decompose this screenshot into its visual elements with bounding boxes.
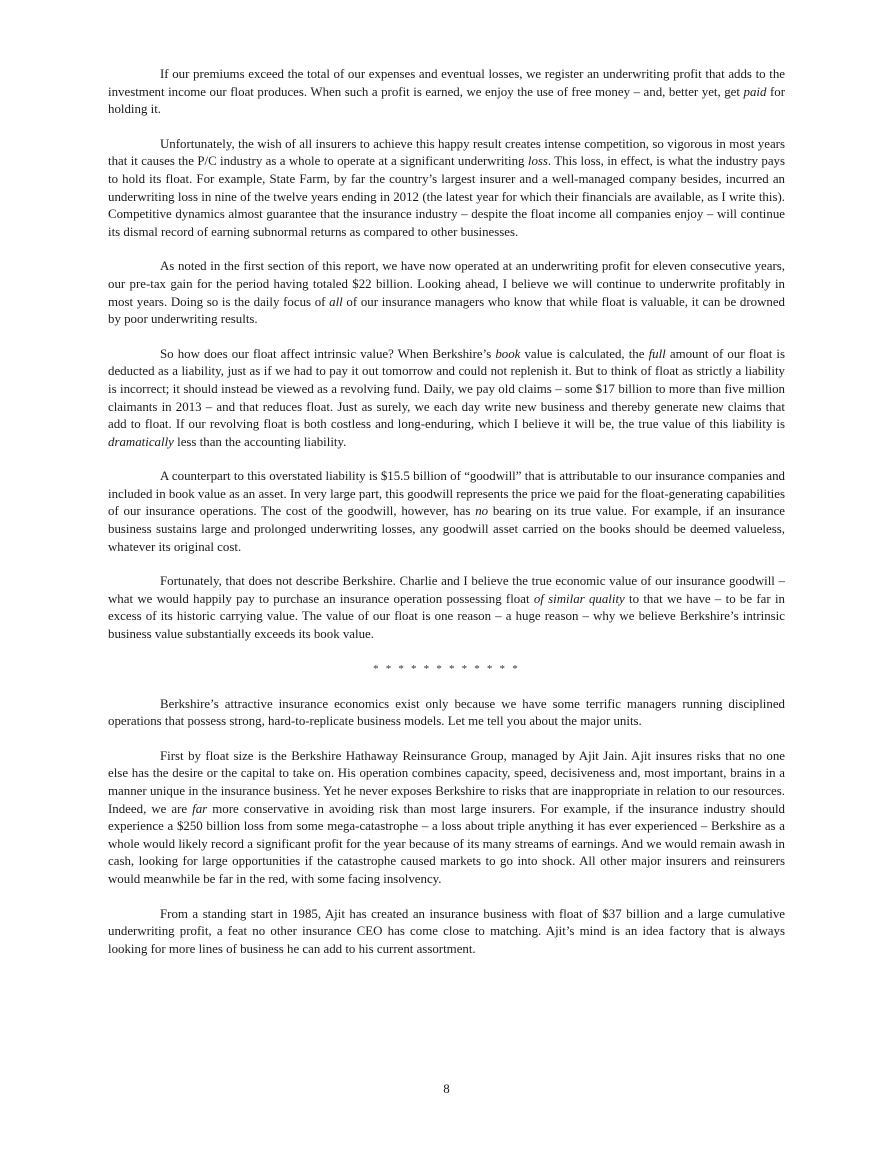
paragraph-text: more conservative in avoiding risk than most large insurers. For example, if the insurance industry should experience a $250 billion loss from some mega-catastrophe – a loss about triple anything it has ever experienced – Berkshire as a whole would likely record a significant profit for the year because of its many streams of earnings. And we would remain awash in cash, looking for large opportunities if the catastrophe caused markets to go into shock. All other major insurers and reinsurers would meanwhile be far in the red, with some facing insolvency.: [108, 801, 785, 886]
paragraph-text: From a standing start in 1985, Ajit has created an insurance business with float of $37 billion and a large cumulative underwriting profit, a feat no other insurance CEO has come close to matching. Ajit’s mind is an idea factory that is always looking for more lines of business he can add to his current assortment.: [108, 906, 785, 956]
paragraph-text: So how does our float affect intrinsic value? When Berkshire’s: [160, 346, 496, 361]
paragraph-text: value is calculated, the: [520, 346, 649, 361]
italic-text: no: [475, 504, 489, 519]
italic-text: all: [329, 294, 343, 309]
paragraph-text: First by float size is the Berkshire Hathaway Reinsurance Group, managed by Ajit Jain. Ajit insures risks that no one else has the desire or the capital to take on. His operation combines capacity, speed, decisiveness and, most important, brains in a manner unique in the insurance business. Yet he never exposes Berkshire to risks that are inappropriate in relation to our resources. Indeed, we are: [108, 748, 785, 816]
paragraph-managers: [108, 696, 785, 731]
paragraph-text: If our premiums exceed the total of our expenses and eventual losses, we register an underwriting profit that adds to the investment income our float produces. When such a profit is earned, we enjoy the use of free money – and, better yet, get: [108, 67, 785, 99]
paragraph-text: Unfortunately, the wish of all insurers to achieve this happy result creates intense competition, so vigorous in most years that it causes the P/C industry as a whole to operate at a significant underwriting: [108, 136, 785, 169]
paragraph-underwriting-profit: [108, 66, 785, 119]
italic-text: far: [192, 801, 208, 816]
italic-text: paid: [743, 84, 767, 99]
paragraph-text: Fortunately, that does not describe Berkshire. Charlie and I believe the true economic value of our insurance goodwill – what we would happily pay to purchase an insurance operation possessing float: [108, 574, 785, 606]
italic-text: full: [648, 346, 666, 361]
paragraph-goodwill: [108, 468, 785, 556]
paragraph-text: As noted in the first section of this report, we have now operated at an underwriting profit for eleven consecutive years, our pre-tax gain for the period having totaled $22 billion. Looking ahead, I believe we will continue to underwrite profitably in most years. Doing so is the daily focus of: [108, 259, 785, 309]
section-separator: * * * * * * * * * * * *: [373, 662, 520, 675]
paragraph-competition: [108, 136, 785, 242]
paragraph-text: Berkshire’s attractive insurance economics exist only because we have some terrific managers running disciplined operations that possess strong, hard-to-replicate business models. Let me tell you about the major units.: [108, 696, 785, 729]
paragraph-text: less than the accounting liability.: [173, 434, 347, 449]
paragraph-text: to that we have – to be far in excess of its historic carrying value. The value of our float is one reason – a huge reason – why we believe Berkshire’s intrinsic business value substantially exceeds its book value.: [108, 591, 785, 642]
document-page: [108, 66, 785, 975]
paragraph-text: bearing on its true value. For example, if an insurance business sustains large and prolonged underwriting losses, any goodwill asset carried on the books should be deemed valueless, whatever its original cost.: [108, 504, 785, 554]
page-number: 8: [443, 1081, 450, 1096]
paragraph-text: of our insurance managers who know that while float is valuable, it can be drowned by poor underwriting results.: [108, 294, 785, 327]
paragraph-text: . This loss, in effect, is what the industry pays to hold its float. For example, State Farm, by far the country’s largest insurer and a well-managed company besides, incurred an underwriting loss in nine of the twelve years ending in 2012 (the latest year for which their financials are available, as I write this). Competitive dynamics almost guarantee that the insurance industry – despite the float income all companies enjoy – will continue its dismal record of earning subnormal returns as compared to other businesses.: [108, 154, 785, 239]
paragraph-eleven-years: [108, 258, 785, 328]
paragraph-ajit-jain: [108, 906, 785, 959]
italic-text: of similar quality: [533, 591, 625, 606]
italic-text: dramatically: [108, 434, 174, 449]
italic-text: loss: [527, 154, 548, 169]
paragraph-reinsurance-group: [108, 748, 785, 889]
paragraph-text: for holding it.: [108, 84, 785, 117]
paragraph-text: amount of our float is deducted as a liability, just as if we had to pay it out tomorrow and could not replenish it. But to think of float as strictly a liability is incorrect; it should instead be viewed as a revolving fund. Daily, we pay old claims – some $17 billion to more than five million claimants in 2013 – and that reduces float. Just as surely, we each day write new business and thereby generate new claims that add to float. If our revolving float is both costless and long-enduring, which I believe it will be, the true value of this liability is: [108, 346, 785, 432]
italic-text: book: [495, 346, 521, 361]
paragraph-text: A counterpart to this overstated liability is $15.5 billion of “goodwill” that is attributable to our insurance companies and included in book value as an asset. In very large part, this goodwill represents the price we paid for the float-generating capabilities of our insurance operations. The cost of the goodwill, however, has: [108, 469, 785, 519]
paragraph-economic-value: [108, 573, 785, 643]
paragraph-intrinsic-value: [108, 346, 785, 452]
